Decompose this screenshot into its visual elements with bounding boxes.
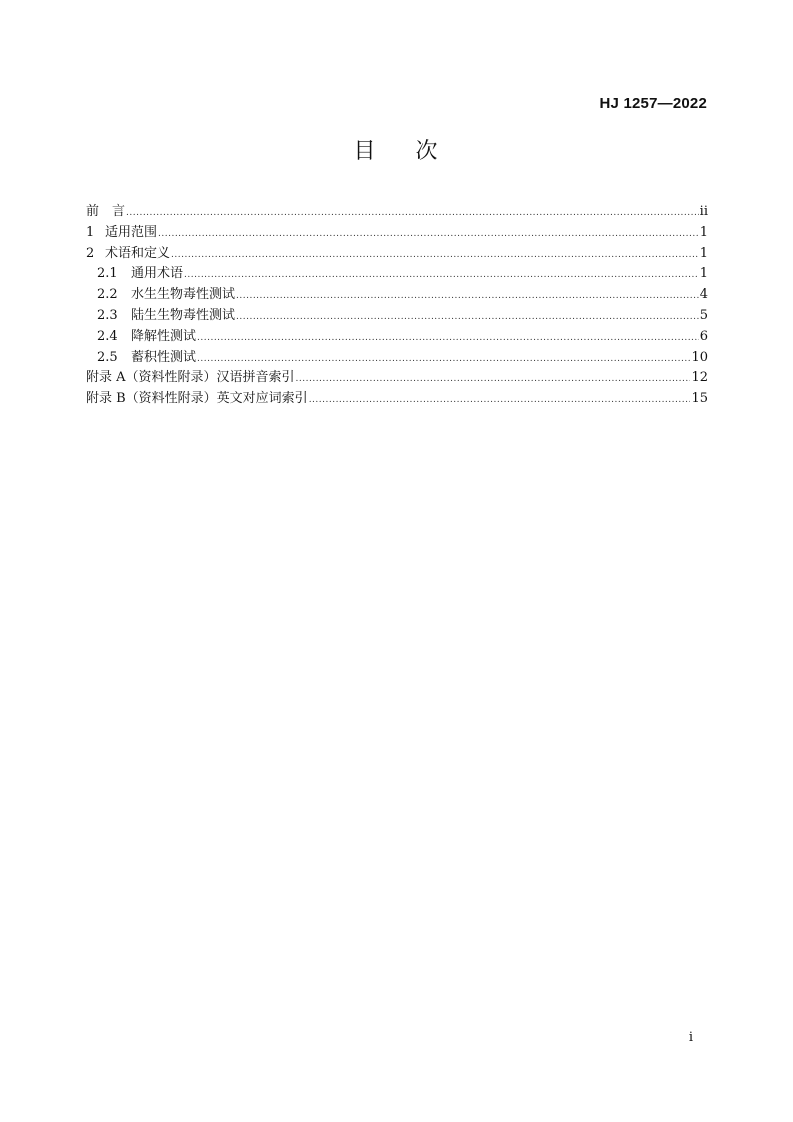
toc-entry[interactable] — [86, 306, 708, 327]
toc-dot-leader — [236, 285, 699, 307]
title-char-2: 次 — [415, 139, 440, 164]
document-code: HJ 1257—2022 — [599, 95, 707, 112]
toc-dot-leader — [309, 389, 691, 411]
toc-dot-leader — [184, 264, 699, 286]
toc-entry[interactable] — [86, 285, 708, 306]
toc-dot-leader — [197, 327, 699, 349]
toc-entry[interactable] — [86, 264, 708, 285]
toc-entry-page: 15 — [691, 391, 708, 407]
toc-dot-leader — [171, 244, 699, 266]
table-of-contents — [86, 202, 708, 410]
toc-entry-label: 水生生物毒性测试 — [131, 287, 236, 303]
toc-entry-page: 1 — [699, 224, 708, 240]
toc-entry-number: 2.4 — [97, 328, 118, 344]
toc-entry-label: 术语和定义 — [105, 245, 171, 261]
toc-entry-page: 10 — [691, 349, 708, 365]
toc-entry-label: 附录 B（资料性附录）英文对应词索引 — [86, 391, 308, 407]
toc-entry-page: 12 — [691, 370, 708, 386]
toc-entry[interactable] — [86, 202, 708, 223]
toc-entry[interactable] — [86, 389, 708, 410]
toc-dot-leader — [158, 223, 699, 245]
toc-entry-page: 1 — [699, 266, 708, 282]
toc-entry[interactable] — [86, 223, 708, 244]
toc-entry-number: 2.1 — [97, 266, 118, 282]
toc-entry-number: 2.5 — [97, 349, 118, 365]
toc-entry-number: 2 — [86, 245, 95, 261]
toc-entry-page: ii — [699, 204, 708, 219]
toc-entry-number: 2.2 — [97, 287, 118, 303]
toc-entry-page: 6 — [699, 328, 708, 344]
toc-entry[interactable] — [86, 368, 708, 389]
title-char-1: 目 — [353, 139, 378, 164]
toc-entry-label: 通用术语 — [131, 266, 184, 282]
toc-entry-page: 5 — [699, 307, 708, 323]
page-number: i — [688, 1030, 693, 1045]
toc-entry[interactable] — [86, 327, 708, 348]
toc-dot-leader — [197, 348, 690, 370]
toc-dot-leader — [236, 306, 699, 328]
toc-entry-label: 附录 A（资料性附录）汉语拼音索引 — [86, 370, 295, 386]
toc-dot-leader — [296, 368, 691, 390]
toc-entry-label: 前 言 — [86, 204, 126, 219]
toc-entry-label: 降解性测试 — [131, 328, 197, 344]
toc-entry[interactable] — [86, 348, 708, 369]
toc-entry-page: 4 — [699, 287, 708, 303]
toc-entry-page: 1 — [699, 245, 708, 261]
toc-entry-label: 陆生生物毒性测试 — [131, 307, 236, 323]
toc-entry-label: 蓄积性测试 — [131, 349, 197, 365]
page-title — [0, 134, 793, 165]
toc-entry[interactable] — [86, 244, 708, 265]
toc-entry-number: 1 — [86, 224, 95, 240]
toc-entry-number: 2.3 — [97, 307, 118, 323]
toc-entry-label: 适用范围 — [105, 224, 158, 240]
toc-dot-leader — [126, 202, 699, 224]
